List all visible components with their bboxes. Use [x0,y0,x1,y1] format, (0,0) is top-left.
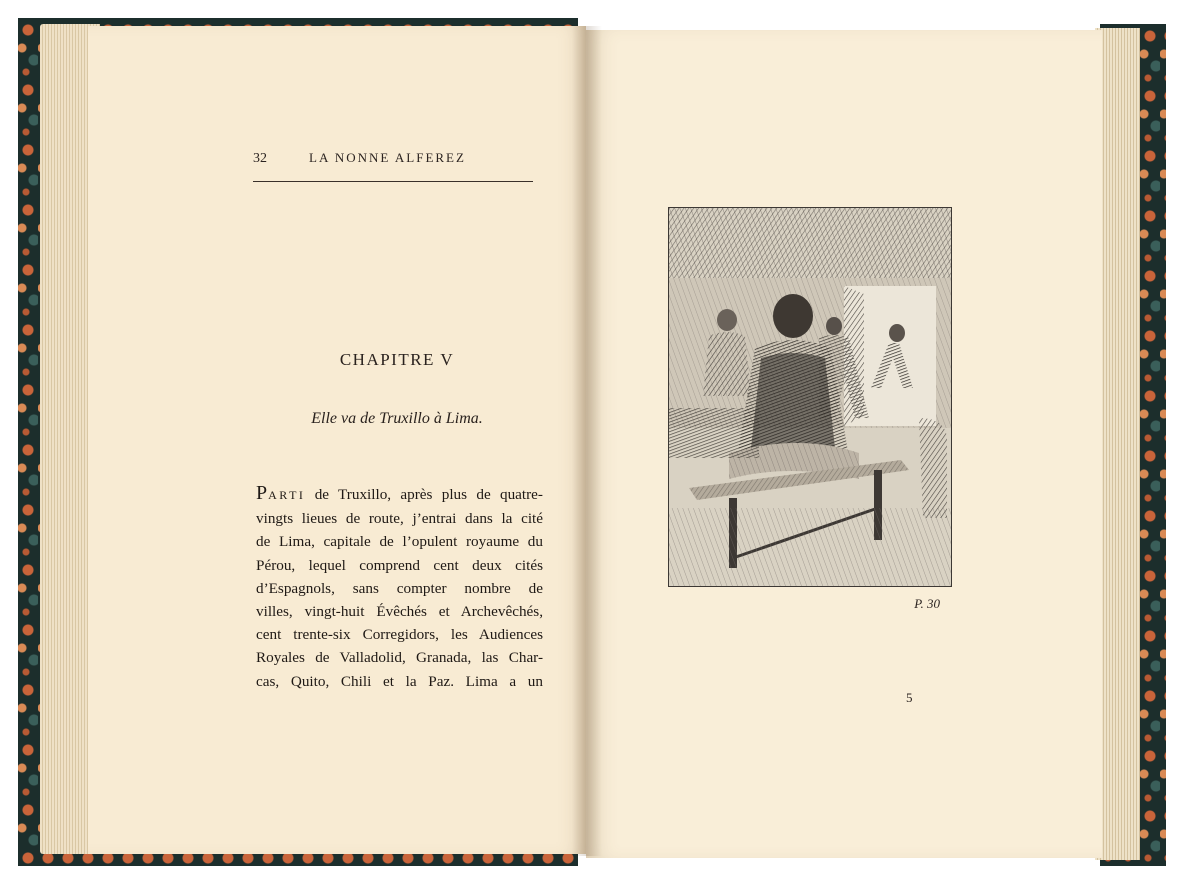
engraving-illustration [668,207,952,587]
body-line: cas, Quito, Chili et la Paz. Lima a un [256,672,543,690]
small-caps: ARTI [268,488,306,502]
running-head [253,150,533,167]
body-line: Pérou, lequel comprend cent deux cités [256,556,543,574]
body-line [256,482,543,507]
body-line: de Lima, capitale de l’opulent royaume du [256,533,543,551]
header-rule [253,181,533,182]
body-line: villes, vingt-huit Évêchés et Archevêchés, [256,603,543,621]
body-line: cent trente-six Corregidors, les Audiences [256,626,543,644]
body-line: vingts lieues de route, j’entrai dans la cité [256,510,543,528]
body-line: Royales de Valladolid, Granada, las Char- [256,649,543,667]
engraving-art [669,208,951,586]
gutter [572,26,602,856]
chapter-subtitle: Elle va de Truxillo à Lima. [311,410,483,427]
body-line: d’Espagnols, sans compter nombre de [256,579,543,597]
body-text [256,482,543,693]
plate-caption: P. 30 [914,596,940,611]
page-number: 32 [253,151,267,166]
drop-cap: P [256,482,269,504]
body-line-text: de Truxillo, après plus de quatre- [305,486,543,503]
signature-mark: 5 [906,690,913,705]
chapter-title: CHAPITRE V [339,350,455,369]
running-head-title: LA NONNE ALFEREZ [309,150,466,165]
